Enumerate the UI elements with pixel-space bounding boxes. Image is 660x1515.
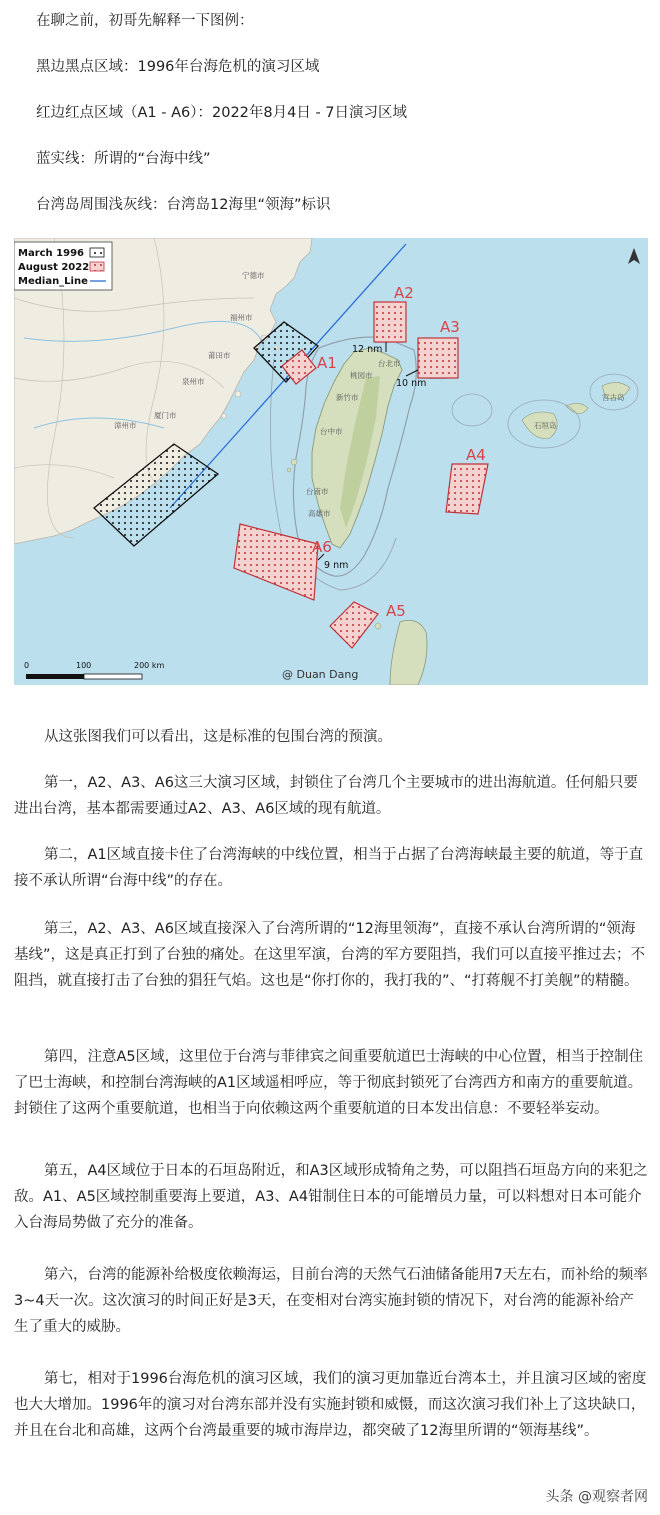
intro-line-5: 台湾岛周围浅灰线：台湾岛12海里“领海”标识: [36, 197, 331, 213]
label-a2: A2: [394, 284, 414, 302]
label-9nm: 9 nm: [324, 560, 349, 571]
place-xinzhu: 新竹市: [336, 393, 359, 402]
place-fuzhou: 福州市: [230, 313, 253, 322]
paragraph-2: 第一，A2、A3、A6这三大演习区域，封锁住了台湾几个主要城市的进出海航道。任何船只要进出台湾，基本都需要通过A2、A3、A6区域的现有航道。: [14, 775, 638, 817]
place-quanzhou: 泉州市: [182, 377, 205, 386]
legend-label-2022: August 2022: [18, 262, 90, 273]
scale-label-0: 0: [24, 661, 30, 670]
paragraph-7: 第六，台湾的能源补给极度依赖海运，目前台湾的天然气石油储备能用7天左右，而补给的频率3~4天一次。这次演习的时间正好是3天，在变相对台湾实施封锁的情况下，对台湾的能源补给产生了重大的威胁。: [14, 1267, 648, 1335]
paragraph-5: 第四，注意A5区域，这里位于台湾与菲律宾之间重要航道巴士海峡的中心位置，相当于控制住了巴士海峡，和控制台湾海峡的A1区域遥相呼应，等于彻底封锁死了台湾西方和南方的重要航道。封锁住了这两个重要航道，也相当于向依赖这两个重要航道的日本发出信息：不要轻举妄动。: [14, 1049, 644, 1117]
paragraph-1: 从这张图我们可以看出，这是标准的包围台湾的预演。: [44, 729, 392, 745]
place-taizhong: 台中市: [320, 427, 343, 436]
place-tainan: 台南市: [306, 487, 329, 496]
paragraph-3: 第二，A1区域直接卡住了台湾海峡的中线位置，相当于占据了台湾海峡最主要的航道，等于直接不承认所谓“台海中线”的存在。: [14, 847, 644, 889]
scale-label-100: 100: [76, 661, 92, 670]
label-a6: A6: [312, 538, 332, 556]
paragraph-6: 第五，A4区域位于日本的石垣岛附近，和A3区域形成犄角之势，可以阻挡石垣岛方向的来犯之敌。A1、A5区域控制重要海上要道，A3、A4钳制住日本的可能增员力量，可以料想对日本可能介入台海局势做了充分的准备。: [14, 1163, 648, 1231]
place-miyako: 宫古岛: [602, 393, 625, 402]
legend-swatch-1996: [90, 248, 104, 257]
place-ishigaki: 石垣岛: [534, 421, 557, 430]
intro-line-2: 黑边黑点区域：1996年台海危机的演习区域: [36, 59, 320, 75]
place-ningde: 宁德市: [242, 271, 265, 280]
intro-line-4: 蓝实线：所谓的“台海中线”: [36, 151, 211, 167]
intro-line-3: 红边红点区域（A1 - A6）：2022年8月4日 - 7日演习区域: [36, 105, 408, 121]
legend-swatch-2022: [90, 262, 104, 271]
place-xiamen: 厦门市: [154, 411, 177, 420]
place-gaoxiong: 高雄市: [308, 509, 331, 518]
intro-line-1: 在聊之前，初哥先解释一下图例：: [36, 13, 254, 29]
label-a1: A1: [317, 354, 337, 372]
place-zhangzhou: 漳州市: [114, 421, 137, 430]
exercise-zone-map: [14, 238, 648, 685]
label-a5: A5: [386, 602, 406, 620]
label-12nm: 12 nm: [352, 344, 383, 355]
paragraph-4: 第三，A2、A3、A6区域直接深入了台湾所谓的“12海里领海”，直接不承认台湾所谓的“领海基线”，这是真正打到了台独的痛处。在这里军演，台湾的军方要阻挡，我们可以直接平推过去；不阻挡，就直接打击了台独的猖狂气焰。这也是“你打你的，我打我的”、“打蒋舰不打美舰”的精髓。: [14, 921, 646, 989]
paragraph-8: 第七，相对于1996台海危机的演习区域，我们的演习更加靠近台湾本土，并且演习区域的密度也大大增加。1996年的演习对台湾东部并没有实施封锁和威慑，而这次演习我们补上了这块缺口，并且在台北和高雄，这两个台湾最重要的城市海岸边，都突破了12海里所谓的“领海基线”。: [14, 1371, 647, 1439]
source-watermark: 头条 @观察者网: [545, 1489, 648, 1505]
scale-label-200: 200 km: [134, 661, 165, 670]
map-credit: @ Duan Dang: [282, 668, 359, 681]
place-putian: 莆田市: [208, 351, 231, 360]
lanyu-island: [375, 623, 381, 629]
zone-a2: [374, 302, 406, 342]
legend-label-1996: March 1996: [18, 248, 84, 259]
place-taoyuan: 桃园市: [350, 371, 373, 380]
label-a4: A4: [466, 446, 486, 464]
place-taipei: 台北市: [378, 359, 401, 368]
label-10nm: 10 nm: [396, 378, 427, 389]
zone-a3: [418, 338, 458, 378]
map-legend: [14, 242, 112, 290]
label-a3: A3: [440, 318, 460, 336]
legend-label-median: Median_Line: [18, 276, 88, 287]
